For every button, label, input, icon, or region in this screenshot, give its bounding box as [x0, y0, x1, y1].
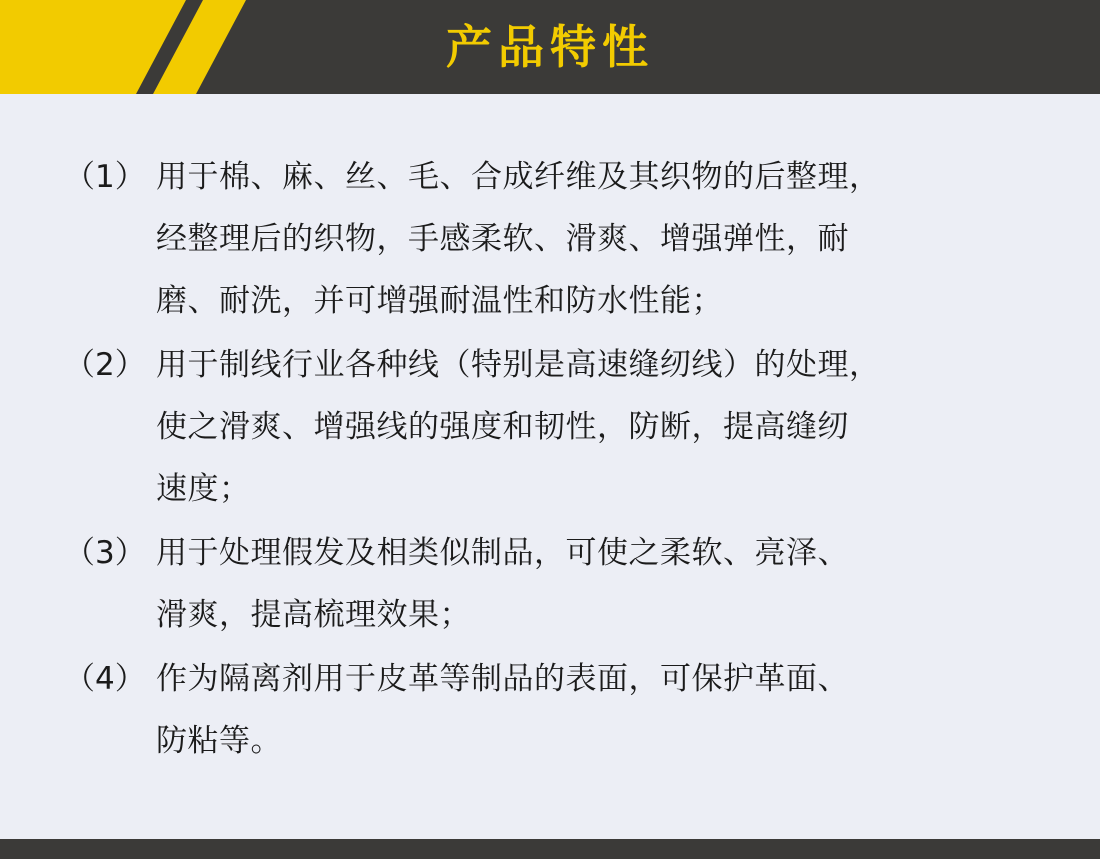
list-item-marker: （2）: [64, 347, 146, 383]
list-item: [64, 334, 1044, 520]
page-title: 产品特性: [446, 20, 654, 74]
footer-bar: [0, 839, 1100, 859]
list-item-line: 滑爽，提高梳理效果；: [156, 597, 471, 633]
list-item-text: [156, 648, 1044, 772]
list-item-marker: （4）: [64, 661, 146, 697]
list-item-line: 用于处理假发及相类似制品，可使之柔软、亮泽、: [156, 535, 849, 571]
list-item-line: 使之滑爽、增强线的强度和韧性，防断，提高缝纫: [156, 409, 849, 445]
list-item: [64, 648, 1044, 772]
slide-header: [0, 0, 1100, 94]
feature-list: [64, 146, 1044, 774]
list-item-marker: （3）: [64, 535, 146, 571]
list-item-line: 作为隔离剂用于皮革等制品的表面，可保护革面、: [156, 661, 849, 697]
list-item-marker: （1）: [64, 159, 146, 195]
list-item-line: 磨、耐洗，并可增强耐温性和防水性能；: [156, 283, 723, 319]
list-item-line: 速度；: [156, 471, 251, 507]
list-item-text: [156, 522, 1044, 646]
list-item-text: [156, 334, 1044, 520]
list-item: [64, 146, 1044, 332]
list-item-line: 防粘等。: [156, 723, 282, 759]
list-item-text: [156, 146, 1044, 332]
list-item-line: 经整理后的织物，手感柔软、滑爽、增强弹性，耐: [156, 221, 849, 257]
list-item: [64, 522, 1044, 646]
list-item-line: 用于棉、麻、丝、毛、合成纤维及其织物的后整理，: [156, 159, 881, 195]
list-item-line: 用于制线行业各种线（特别是高速缝纫线）的处理，: [156, 347, 881, 383]
